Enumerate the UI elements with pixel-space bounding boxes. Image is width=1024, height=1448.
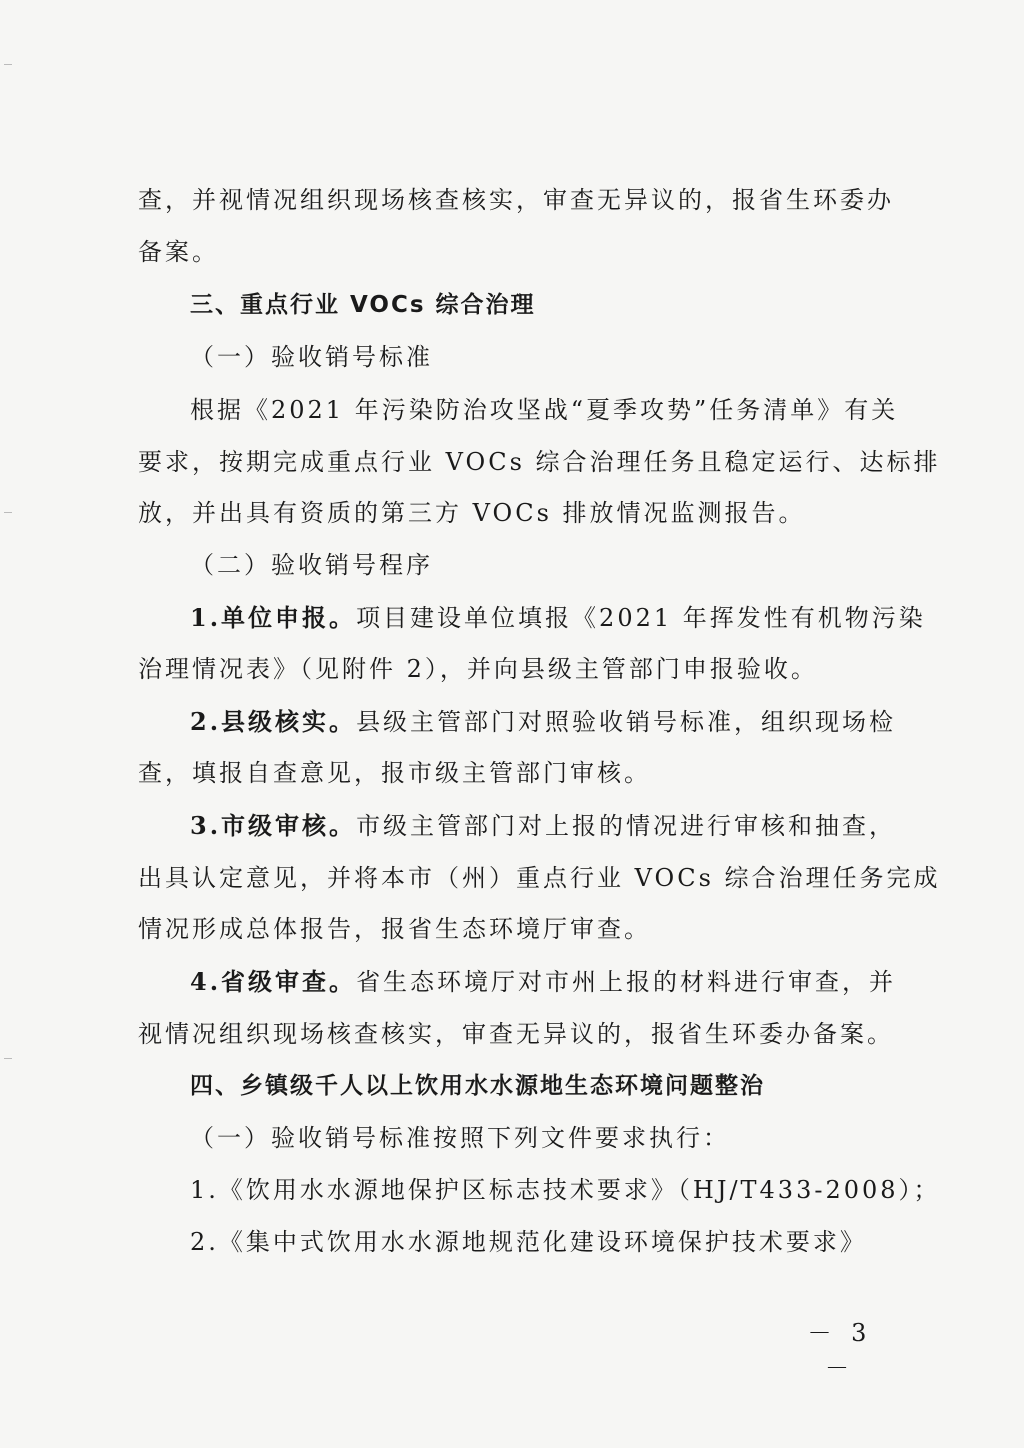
body-line: 治理情况表》（见附件 2），并向县级主管部门申报验收。 (138, 655, 818, 683)
step-2-line (190, 706, 898, 738)
step-2-label: 2.县级核实。 (190, 707, 357, 736)
body-line: 放，并出具有资质的第三方 VOCs 排放情况监测报告。 (138, 499, 806, 527)
page-number: － 3 － (807, 1319, 873, 1382)
list-item-2: 2.《集中式饮用水水源地规范化建设环境保护技术要求》 (190, 1228, 867, 1256)
step-3-text: 市级主管部门对上报的情况进行审核和抽查， (356, 812, 897, 840)
scan-margin-mark (4, 1058, 12, 1059)
scan-margin-mark (4, 64, 12, 65)
body-line: 出具认定意见，并将本市（州）重点行业 VOCs 综合治理任务完成 (138, 864, 941, 892)
list-item-1: 1.《饮用水水源地保护区标志技术要求》（HJ/T433-2008）； (190, 1176, 941, 1204)
body-line: 查，填报自查意见，报市级主管部门审核。 (138, 759, 651, 787)
step-3-label: 3.市级审核。 (190, 811, 357, 840)
section-heading-3: 三、重点行业 VOCs 综合治理 (190, 292, 536, 318)
body-line: 根据《2021 年污染防治攻坚战“夏季攻势”任务清单》有关 (190, 396, 899, 424)
step-2-text: 县级主管部门对照验收销号标准，组织现场检 (356, 708, 897, 736)
body-line: 视情况组织现场核查核实，审查无异议的，报省生环委办备案。 (138, 1020, 894, 1048)
subheading-1: （一）验收销号标准 (190, 343, 433, 371)
body-line: 查，并视情况组织现场核查核实，审查无异议的，报省生环委办 (138, 186, 894, 214)
body-line: 要求，按期完成重点行业 VOCs 综合治理任务且稳定运行、达标排 (138, 448, 941, 476)
step-4-label: 4.省级审查。 (190, 967, 357, 996)
step-1-text: 项目建设单位填报《2021 年挥发性有机物污染 (356, 604, 926, 632)
scan-margin-mark (4, 512, 12, 513)
step-1-label: 1.单位申报。 (190, 603, 357, 632)
body-line: 情况形成总体报告，报省生态环境厅审查。 (138, 915, 651, 943)
step-1-line (190, 602, 926, 634)
body-line: 备案。 (138, 238, 219, 266)
step-4-line (190, 966, 898, 998)
step-4-text: 省生态环境厅对市州上报的材料进行审查，并 (356, 968, 897, 996)
step-3-line (190, 810, 898, 842)
subheading-1: （一）验收销号标准按照下列文件要求执行： (190, 1124, 730, 1152)
section-heading-4: 四、乡镇级千人以上饮用水水源地生态环境问题整治 (190, 1073, 765, 1099)
subheading-2: （二）验收销号程序 (190, 551, 433, 579)
